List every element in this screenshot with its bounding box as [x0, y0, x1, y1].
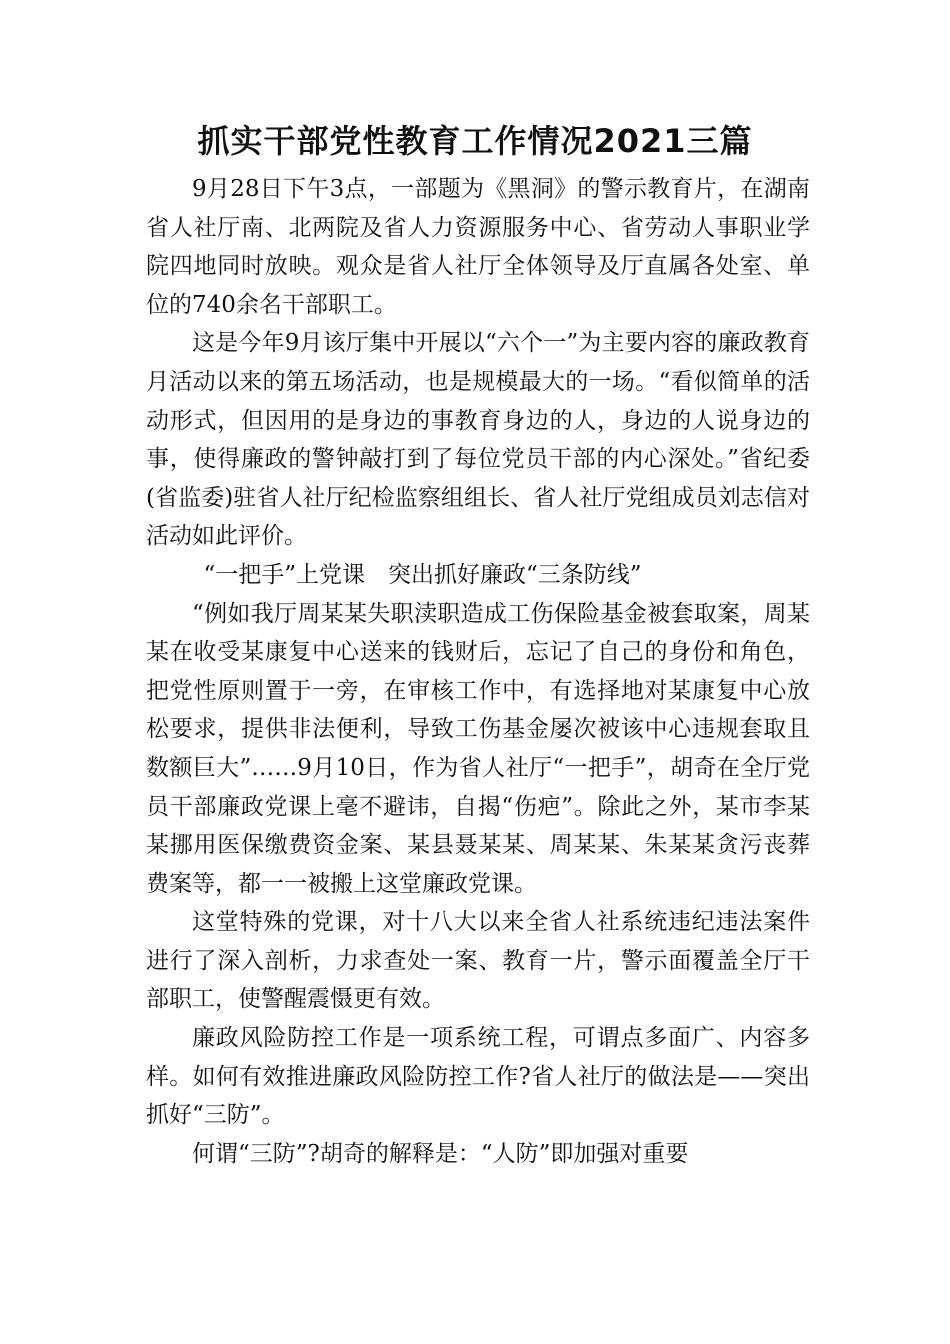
section-heading: “一把手”上党课 突出抓好廉政“三条防线”: [203, 561, 642, 588]
document-title: 抓实干部党性教育工作情况2021三篇: [197, 122, 753, 160]
paragraph: 这堂特殊的党课，对十八大以来全省人社系统违纪违法案件进行了深入剖析，力求查处一案、教育一片，警示面覆盖全厅干部职工，使警醒震慑更有效。: [146, 909, 810, 1013]
paragraph: 这是今年9月该厅集中开展以“六个一”为主要内容的廉政教育月活动以来的第五场活动，也是规模最大的一场。“看似简单的活动形式，但因用的是身边的事教育身边的人，身边的人说身边的事，使得廉政的警钟敲打到了每位党员干部的内心深处。”省纪委(省监委)驻省人社厅纪检监察组组长、省人社厅党组成员刘志信对活动如此评价。: [146, 330, 810, 550]
document-body: [146, 170, 810, 1173]
paragraph: “例如我厅周某某失职渎职造成工伤保险基金被套取案，周某某在收受某康复中心送来的钱财后，忘记了自己的身份和角色，把党性原则置于一旁，在审核工作中，有选择地对某康复中心放松要求，提供非法便利，导致工伤基金屡次被该中心违规套取且数额巨大”……9月10日，作为省人社厅“一把手”，胡奇在全厅党员干部廉政党课上毫不避讳，自揭“伤疤”。除此之外，某市李某某挪用医保缴费资金案、某县聂某某、周某某、朱某某贪污丧葬费案等，都一一被搬上这堂廉政党课。: [146, 600, 810, 897]
paragraph: 何谓“三防”?胡奇的解释是：“人防”即加强对重要: [192, 1140, 689, 1167]
paragraph: 9月28日下午3点，一部题为《黑洞》的警示教育片，在湖南省人社厅南、北两院及省人力资源服务中心、省劳动人事职业学院四地同时放映。观众是省人社厅全体领导及厅直属各处室、单位的740余名干部职工。: [146, 176, 810, 318]
paragraph: 廉政风险防控工作是一项系统工程，可谓点多面广、内容多样。如何有效推进廉政风险防控工作?省人社厅的做法是——突出抓好“三防”。: [146, 1025, 810, 1129]
